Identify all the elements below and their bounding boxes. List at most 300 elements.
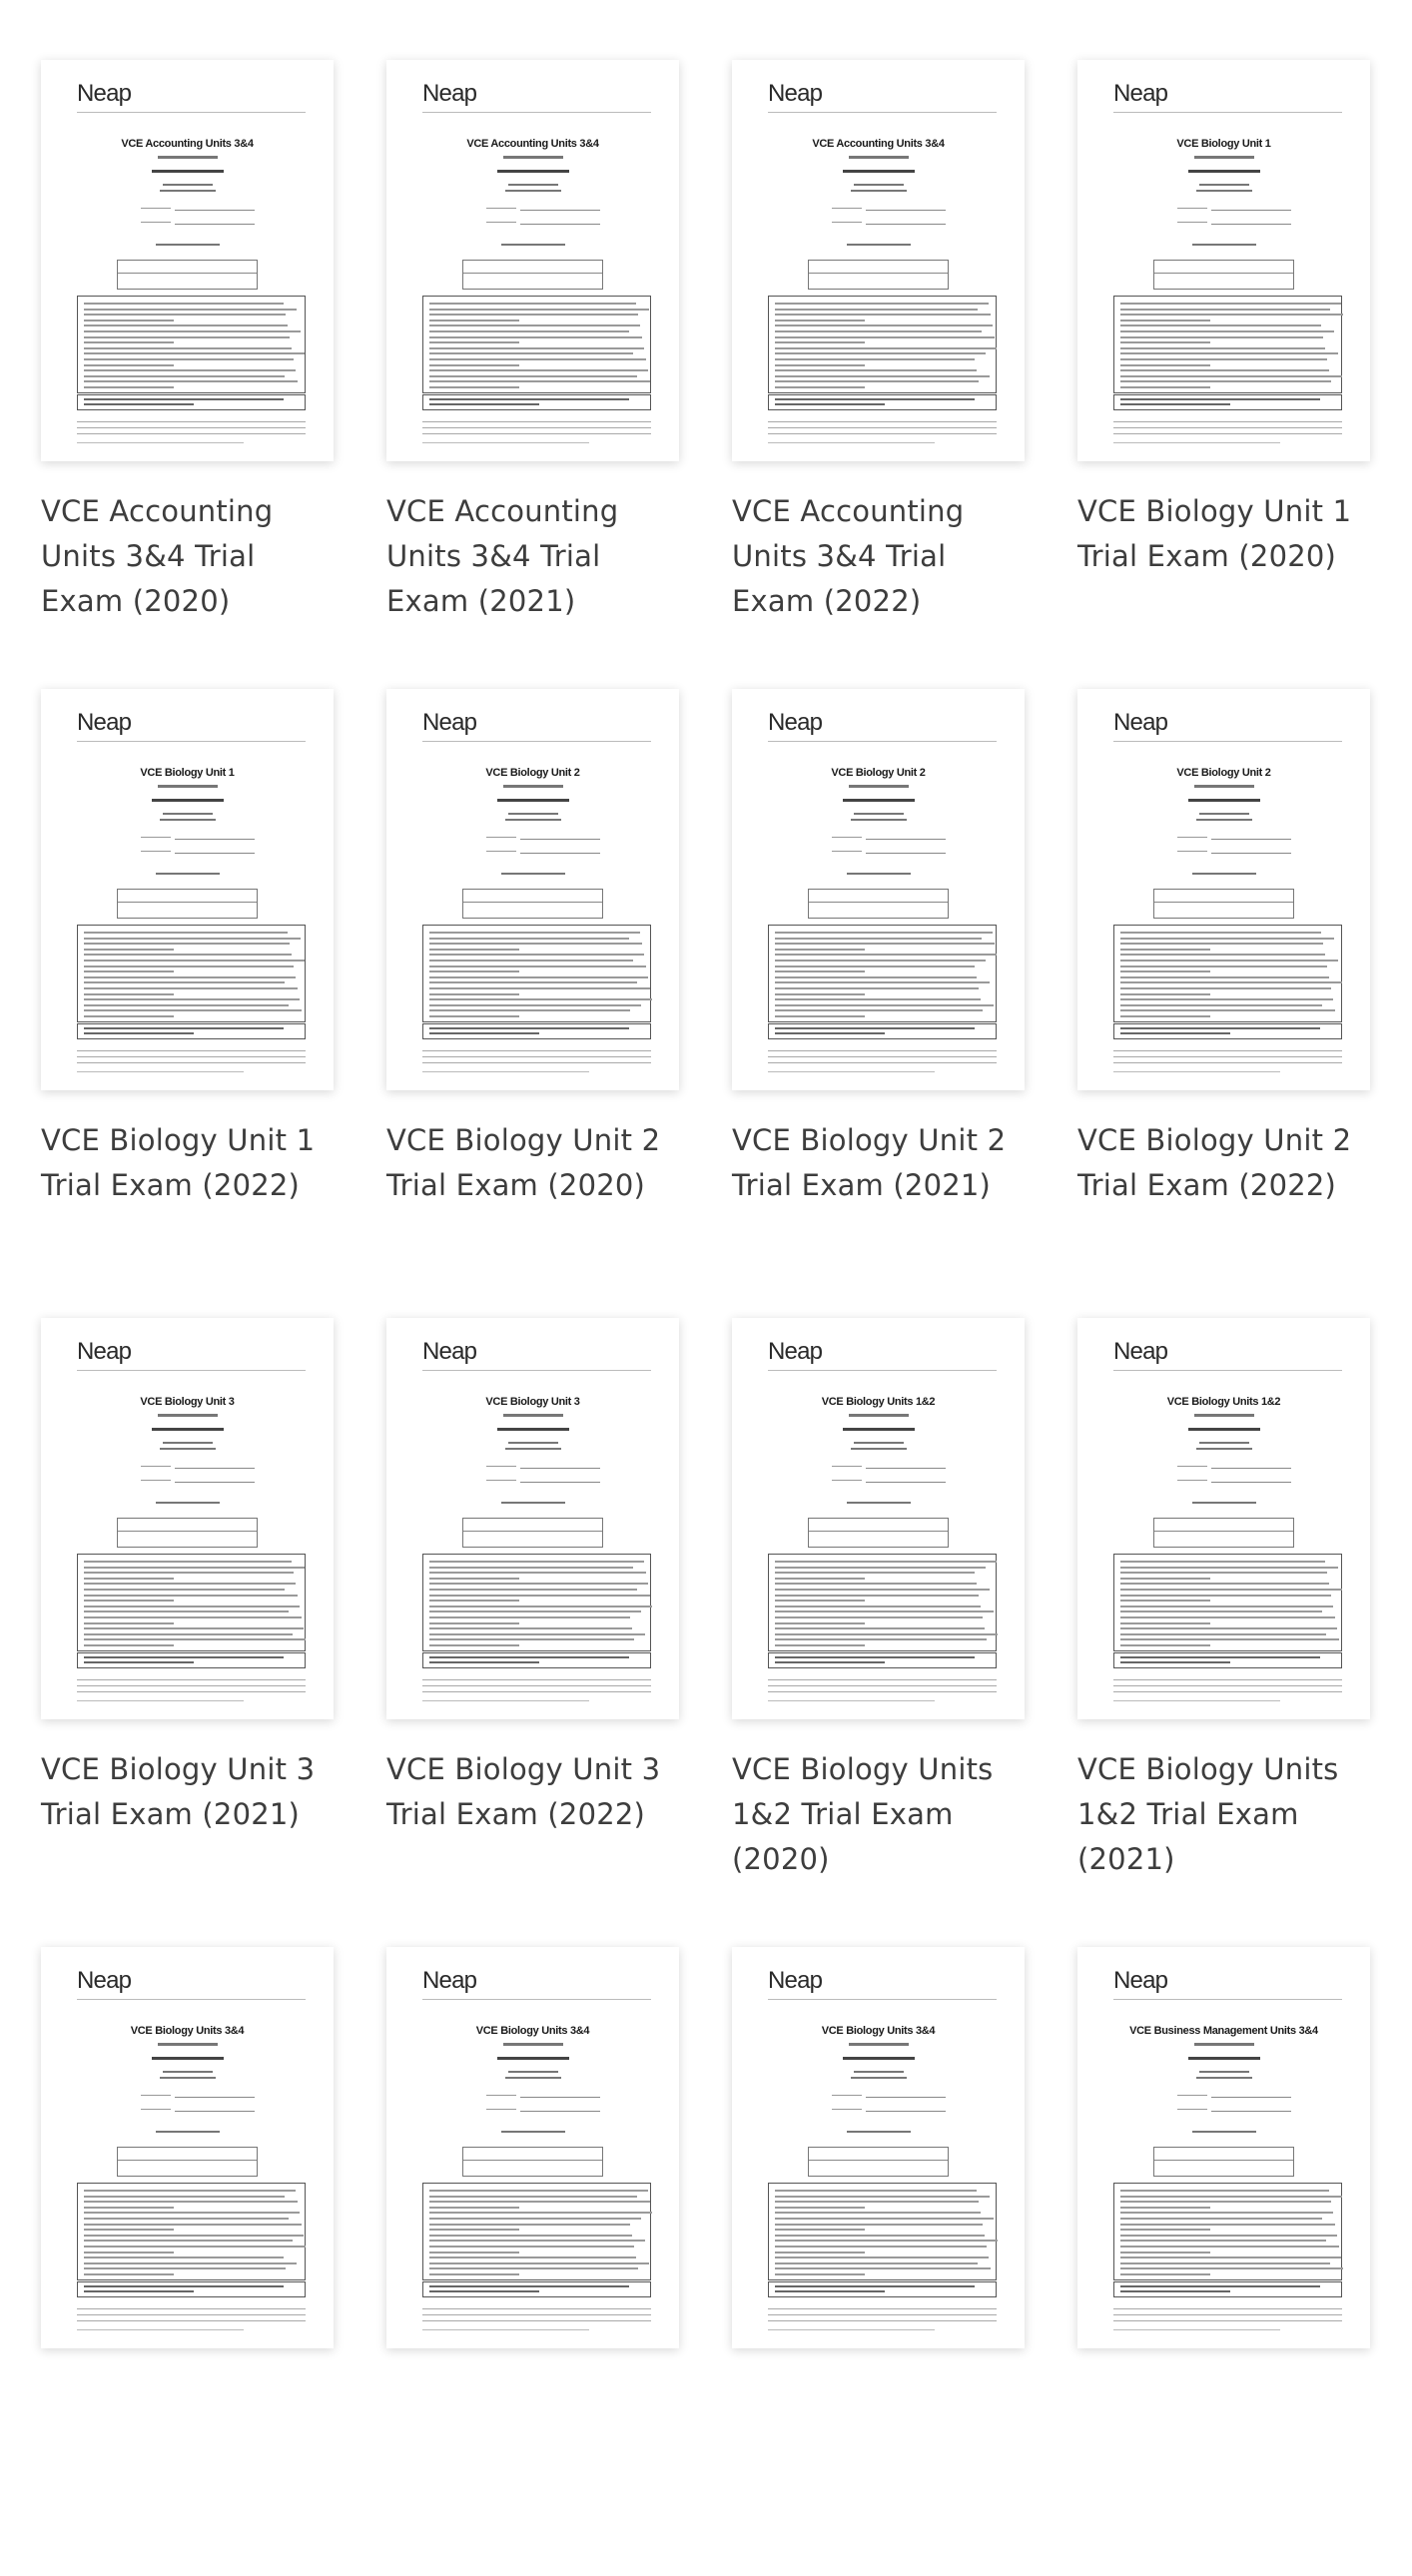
text-line: [429, 398, 629, 400]
text-line: [1120, 330, 1334, 332]
text-line: [429, 1004, 641, 1006]
text-line: [84, 358, 294, 360]
cover-line: [175, 853, 255, 854]
exam-cover-thumbnail[interactable]: [41, 60, 334, 461]
text-line: [775, 309, 978, 311]
exam-cover-thumbnail[interactable]: [732, 60, 1025, 461]
text-line: [1120, 976, 1329, 978]
text-line: [429, 2252, 519, 2254]
divider: [768, 1999, 997, 2000]
text-line: [429, 2290, 539, 2292]
text-line: [1120, 336, 1323, 338]
footer-line: [422, 1679, 651, 1680]
divider: [77, 1370, 306, 1371]
exam-card[interactable]: [41, 1947, 334, 2576]
cover-line: [163, 813, 213, 815]
text-line: [1120, 2207, 1210, 2209]
cover-line: [854, 2071, 904, 2073]
text-line: [84, 2256, 284, 2258]
notice-box: [1113, 2281, 1342, 2297]
text-line: [84, 932, 288, 934]
cover-line: [1192, 1502, 1256, 1504]
cover-line: [1177, 1466, 1207, 1467]
exam-card[interactable]: [386, 689, 679, 1318]
text-line: [429, 1627, 632, 1629]
text-line: [84, 1627, 304, 1629]
exam-cover-thumbnail[interactable]: [386, 1318, 679, 1719]
text-line: [429, 403, 539, 405]
text-line: [775, 993, 865, 995]
text-line: [84, 1633, 293, 1635]
text-line: [429, 341, 519, 343]
cover-line: [832, 2109, 862, 2110]
text-line: [1120, 358, 1327, 360]
text-line: [429, 386, 519, 388]
text-line: [775, 352, 986, 354]
footer-line: [768, 1062, 997, 1063]
footer-line: [422, 1050, 651, 1051]
exam-cover-thumbnail[interactable]: [386, 689, 679, 1090]
cover-line: [505, 190, 561, 192]
text-line: [1120, 1009, 1335, 1011]
cover-line: [1188, 799, 1260, 802]
text-line: [429, 1644, 519, 1646]
text-line: [84, 1661, 194, 1663]
footer-line: [1113, 1071, 1280, 1072]
text-line: [84, 2190, 296, 2192]
cover-line: [1194, 2043, 1254, 2046]
text-line: [775, 960, 986, 962]
neap-logo: Neap: [1113, 1967, 1168, 1994]
notice-box: [768, 394, 997, 410]
footer-line: [422, 1685, 651, 1686]
instructions-box: [768, 925, 997, 1022]
instructions-box: [422, 925, 651, 1022]
text-line: [775, 954, 997, 956]
text-line: [429, 1656, 629, 1658]
text-line: [429, 2207, 519, 2209]
cover-line: [1192, 244, 1256, 246]
footer-line: [1113, 1685, 1342, 1686]
exam-card[interactable]: [1077, 1947, 1370, 2576]
text-line: [429, 1589, 637, 1591]
footer-line: [1113, 1691, 1342, 1692]
exam-card[interactable]: [41, 60, 334, 689]
footer-line: [1113, 433, 1342, 434]
footer-line: [768, 433, 997, 434]
neap-logo: Neap: [768, 1967, 823, 1994]
text-line: [1120, 970, 1210, 972]
text-line: [84, 2273, 174, 2275]
text-line: [1120, 1015, 1210, 1017]
text-line: [84, 314, 286, 316]
text-line: [84, 981, 285, 983]
exam-cover-thumbnail[interactable]: [41, 1318, 334, 1719]
cover-line: [486, 2109, 516, 2110]
exam-cover-thumbnail[interactable]: [41, 689, 334, 1090]
text-line: [84, 369, 296, 371]
instructions-box: [1113, 1554, 1342, 1651]
cover-line: [163, 2071, 213, 2073]
text-line: [1120, 1661, 1230, 1663]
footer-line: [77, 1679, 306, 1680]
text-line: [84, 1032, 194, 1034]
text-line: [775, 1589, 990, 1591]
text-line: [84, 1656, 284, 1658]
exam-cover-thumbnail[interactable]: [1077, 689, 1370, 1090]
structure-table: [808, 2147, 949, 2177]
text-line: [775, 981, 990, 983]
exam-title[interactable]: VCE Biology Unit 1 Trial Exam (2022): [41, 1123, 316, 1202]
text-line: [775, 2229, 865, 2231]
text-line: [775, 324, 993, 326]
cover-line: [843, 170, 915, 173]
divider: [1113, 1999, 1342, 2000]
cover-line: [175, 224, 255, 225]
exam-card[interactable]: [41, 1318, 334, 1947]
exam-cover-thumbnail[interactable]: [1077, 60, 1370, 461]
exam-card[interactable]: [1077, 689, 1370, 1318]
text-line: [1120, 1644, 1210, 1646]
footer-line: [1113, 2320, 1342, 2321]
text-line: [775, 403, 885, 405]
cover-line: [520, 2111, 600, 2112]
neap-logo: Neap: [1113, 1338, 1168, 1365]
cover-line: [175, 1482, 255, 1483]
cover-subject: VCE Biology Units 3&4: [130, 2025, 245, 2037]
cover-line: [520, 853, 600, 854]
exam-title[interactable]: VCE Biology Units 1&2 Trial Exam (2021): [1077, 1752, 1339, 1876]
text-line: [775, 341, 865, 343]
cover-line: [486, 208, 516, 209]
text-line: [775, 2240, 998, 2242]
text-line: [429, 2224, 630, 2226]
footer-line: [1113, 2308, 1342, 2309]
cover-line: [152, 2057, 224, 2060]
cover-line: [501, 873, 565, 875]
exam-cover-thumbnail[interactable]: [386, 1947, 679, 2348]
cover-line: [866, 853, 946, 854]
text-line: [429, 1661, 539, 1663]
text-line: [429, 993, 519, 995]
text-line: [775, 1633, 998, 1635]
text-line: [429, 2196, 637, 2198]
exam-cover-thumbnail[interactable]: [1077, 1947, 1370, 2348]
cover-line: [849, 785, 909, 788]
text-line: [775, 2212, 981, 2214]
text-line: [84, 954, 292, 956]
text-line: [1120, 2256, 1341, 2258]
cover-line: [847, 244, 911, 246]
text-line: [1120, 966, 1327, 967]
text-line: [84, 386, 174, 388]
text-line: [775, 932, 993, 934]
text-line: [84, 1567, 305, 1569]
text-line: [1120, 1600, 1210, 1602]
cover-line: [486, 851, 516, 852]
text-line: [775, 987, 979, 989]
text-line: [429, 938, 629, 940]
text-line: [429, 2256, 636, 2258]
exam-card[interactable]: [1077, 1318, 1370, 1947]
text-line: [429, 981, 637, 983]
cover-line: [1177, 2109, 1207, 2110]
cover-line: [520, 839, 600, 840]
cover-line: [141, 2109, 171, 2110]
text-line: [1120, 1004, 1322, 1006]
footer-line: [422, 1071, 589, 1072]
text-line: [84, 403, 194, 405]
structure-table: [117, 1518, 258, 1548]
text-line: [429, 976, 648, 978]
text-line: [429, 1583, 648, 1585]
exam-title[interactable]: VCE Biology Unit 3 Trial Exam (2021): [41, 1752, 316, 1831]
cover-line: [866, 839, 946, 840]
text-line: [429, 375, 637, 377]
exam-card[interactable]: [386, 60, 679, 689]
cover-line: [851, 2077, 907, 2079]
cover-line: [503, 785, 563, 788]
footer-line: [1113, 421, 1342, 422]
exam-card[interactable]: [386, 1947, 679, 2576]
text-line: [84, 1578, 174, 1580]
cover-line: [849, 156, 909, 159]
text-line: [429, 330, 629, 332]
exam-cover-thumbnail[interactable]: [732, 1318, 1025, 1719]
exam-title[interactable]: VCE Biology Unit 3 Trial Exam (2022): [386, 1752, 661, 1831]
text-line: [84, 1015, 174, 1017]
cover-line: [832, 1466, 862, 1467]
text-line: [84, 2207, 174, 2209]
notice-box: [77, 2281, 306, 2297]
exam-title[interactable]: VCE Biology Units 1&2 Trial Exam (2020): [732, 1752, 994, 1876]
text-line: [775, 380, 979, 382]
text-line: [84, 1610, 289, 1612]
exam-card[interactable]: [732, 60, 1025, 689]
footer-line: [1113, 2314, 1342, 2315]
cover-line: [141, 2095, 171, 2096]
cover-line: [1194, 1414, 1254, 1417]
text-line: [775, 398, 975, 400]
cover-line: [832, 851, 862, 852]
structure-table: [462, 889, 603, 919]
text-line: [1120, 932, 1321, 934]
text-line: [429, 1633, 645, 1635]
text-line: [429, 358, 646, 360]
cover-subject: VCE Accounting Units 3&4: [812, 138, 945, 150]
text-line: [1120, 1627, 1337, 1629]
text-line: [775, 970, 865, 972]
text-line: [775, 336, 995, 338]
footer-line: [768, 1056, 997, 1057]
text-line: [429, 380, 650, 382]
cover-line: [832, 208, 862, 209]
cover-line: [832, 222, 862, 223]
text-line: [1120, 2252, 1210, 2254]
text-line: [1120, 1656, 1320, 1658]
structure-table: [462, 2147, 603, 2177]
text-line: [775, 386, 865, 388]
notice-box: [77, 394, 306, 410]
cover-line: [1211, 1468, 1291, 1469]
cover-line: [520, 224, 600, 225]
text-line: [84, 309, 297, 311]
text-line: [84, 2224, 302, 2226]
exam-cover-thumbnail[interactable]: [732, 689, 1025, 1090]
cover-line: [1177, 2095, 1207, 2096]
cover-line: [156, 1502, 220, 1504]
footer-line: [1113, 1062, 1342, 1063]
divider: [768, 1370, 997, 1371]
instructions-box: [77, 296, 306, 393]
text-line: [775, 1616, 983, 1618]
exam-title[interactable]: VCE Accounting Units 3&4 Trial Exam (2021): [386, 494, 619, 618]
exam-cover-thumbnail[interactable]: [1077, 1318, 1370, 1719]
text-line: [1120, 954, 1325, 956]
text-line: [1120, 1578, 1210, 1580]
exam-card[interactable]: [386, 1318, 679, 1947]
cover-line: [497, 799, 569, 802]
cover-line: [847, 873, 911, 875]
cover-line: [486, 837, 516, 838]
text-line: [84, 375, 285, 377]
text-line: [1120, 1589, 1342, 1591]
text-line: [84, 1572, 294, 1574]
instructions-box: [422, 2183, 651, 2280]
structure-table: [808, 1518, 949, 1548]
cover-line: [1196, 819, 1252, 821]
exam-title[interactable]: VCE Biology Unit 2 Trial Exam (2020): [386, 1123, 661, 1202]
exam-title[interactable]: VCE Accounting Units 3&4 Trial Exam (2022): [732, 494, 965, 618]
cover-line: [160, 1448, 216, 1450]
text-line: [429, 2190, 648, 2192]
text-line: [429, 314, 638, 316]
footer-line: [77, 2314, 306, 2315]
text-line: [84, 2212, 300, 2214]
notice-box: [1113, 394, 1342, 410]
footer-line: [768, 421, 997, 422]
cover-line: [520, 1482, 600, 1483]
exam-card[interactable]: [1077, 60, 1370, 689]
cover-line: [851, 819, 907, 821]
text-line: [84, 960, 305, 962]
footer-line: [77, 1062, 306, 1063]
structure-table: [462, 260, 603, 290]
exam-card[interactable]: [41, 689, 334, 1318]
text-line: [429, 1561, 644, 1563]
exam-cover-thumbnail[interactable]: [732, 1947, 1025, 2348]
text-line: [775, 1600, 865, 1602]
footer-line: [422, 1062, 651, 1063]
exam-card[interactable]: [732, 1318, 1025, 1947]
exam-title[interactable]: VCE Biology Unit 2 Trial Exam (2022): [1077, 1123, 1352, 1202]
text-line: [775, 2235, 985, 2237]
exam-card[interactable]: [732, 1947, 1025, 2576]
footer-line: [422, 2314, 651, 2315]
neap-logo: Neap: [77, 1967, 132, 1994]
exam-card[interactable]: [732, 689, 1025, 1318]
exam-cover-thumbnail[interactable]: [41, 1947, 334, 2348]
text-line: [84, 2229, 174, 2231]
text-line: [775, 1583, 977, 1585]
text-line: [429, 2267, 638, 2269]
exam-title[interactable]: VCE Accounting Units 3&4 Trial Exam (2020): [41, 494, 274, 618]
cover-subject: VCE Biology Unit 2: [485, 767, 580, 779]
text-line: [84, 1600, 174, 1602]
cover-line: [505, 1448, 561, 1450]
cover-line: [832, 2095, 862, 2096]
text-line: [84, 1027, 284, 1029]
text-line: [775, 1572, 975, 1574]
cover-line: [158, 2043, 218, 2046]
cover-line: [832, 1480, 862, 1481]
text-line: [429, 1578, 519, 1580]
cover-line: [141, 837, 171, 838]
text-line: [429, 1027, 629, 1029]
cover-line: [1192, 873, 1256, 875]
text-line: [1120, 320, 1210, 322]
instructions-box: [1113, 925, 1342, 1022]
text-line: [775, 2290, 885, 2292]
cover-subject: VCE Biology Units 3&4: [475, 2025, 590, 2037]
cover-line: [520, 1468, 600, 1469]
text-line: [429, 998, 652, 1000]
exam-cover-thumbnail[interactable]: [386, 60, 679, 461]
structure-table: [117, 2147, 258, 2177]
neap-logo: Neap: [77, 1338, 132, 1365]
footer-line: [768, 1691, 997, 1692]
cover-line: [854, 184, 904, 186]
text-line: [775, 2273, 865, 2275]
divider: [1113, 741, 1342, 742]
text-line: [1120, 1622, 1210, 1624]
neap-logo: Neap: [422, 709, 477, 736]
cover-line: [1211, 224, 1291, 225]
text-line: [1120, 369, 1329, 371]
text-line: [84, 1561, 292, 1563]
instructions-box: [422, 296, 651, 393]
text-line: [1120, 1583, 1329, 1585]
text-line: [775, 364, 865, 366]
instructions-box: [1113, 296, 1342, 393]
cover-subject: VCE Biology Units 1&2: [1166, 1396, 1281, 1408]
cover-line: [866, 2097, 946, 2098]
footer-line: [768, 1679, 997, 1680]
structure-table: [808, 260, 949, 290]
text-line: [775, 1004, 994, 1006]
cover-line: [1199, 813, 1249, 815]
text-line: [775, 303, 989, 305]
divider: [77, 1999, 306, 2000]
structure-table: [1153, 1518, 1294, 1548]
divider: [1113, 1370, 1342, 1371]
text-line: [775, 2262, 978, 2264]
exam-title[interactable]: VCE Biology Unit 2 Trial Exam (2021): [732, 1123, 1007, 1202]
exam-grid: [41, 60, 1370, 2576]
cover-line: [1211, 1482, 1291, 1483]
text-line: [429, 1610, 641, 1612]
footer-line: [768, 2308, 997, 2309]
text-line: [1120, 2240, 1326, 2242]
text-line: [1120, 993, 1210, 995]
text-line: [84, 320, 174, 322]
text-line: [775, 1561, 997, 1563]
neap-logo: Neap: [77, 709, 132, 736]
cover-line: [160, 2077, 216, 2079]
exam-title[interactable]: VCE Biology Unit 1 Trial Exam (2020): [1077, 494, 1352, 573]
divider: [77, 112, 306, 113]
cover-line: [497, 2057, 569, 2060]
